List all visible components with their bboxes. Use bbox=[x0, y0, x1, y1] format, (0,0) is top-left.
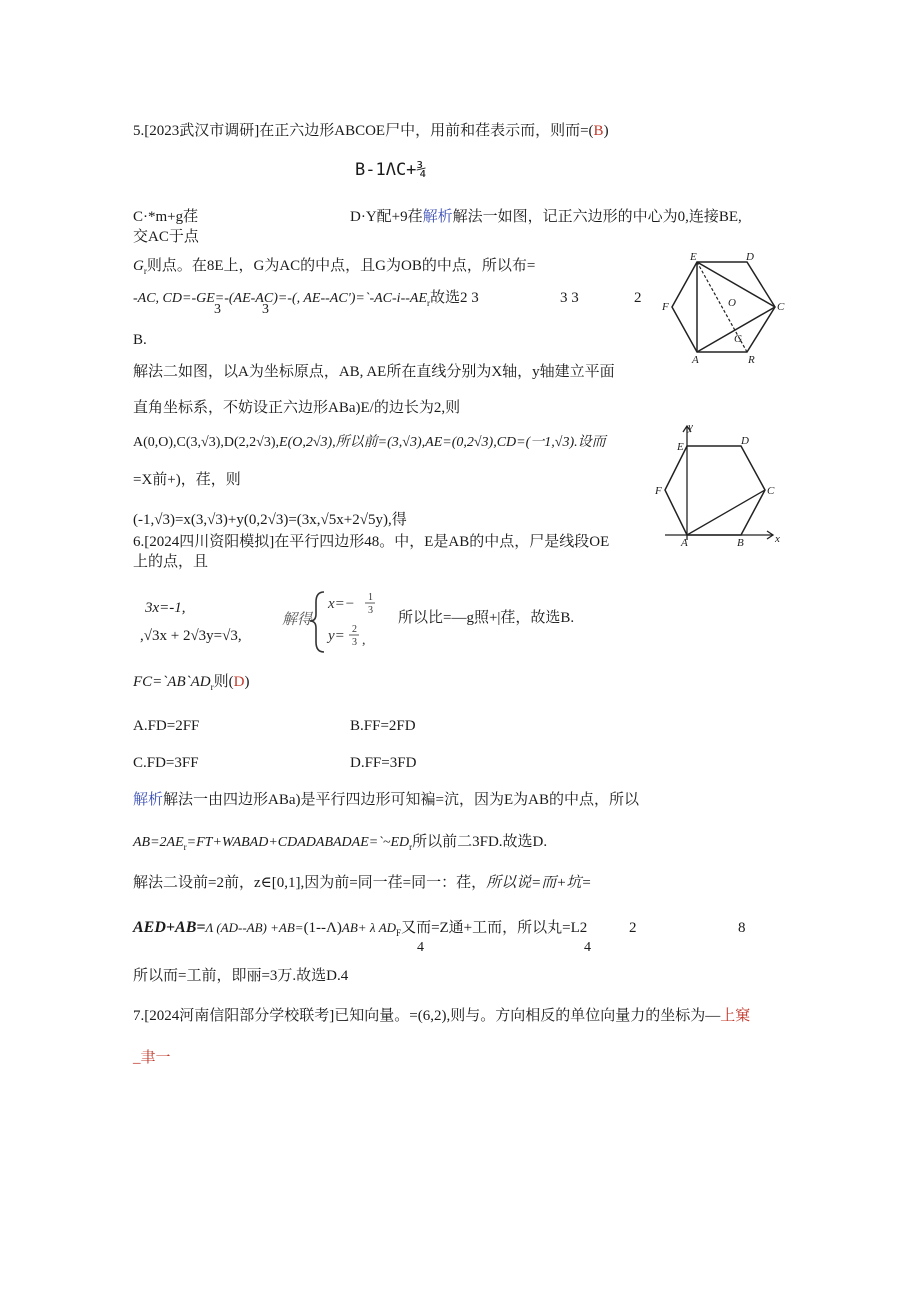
q6-method2-l3: 所以而=工前，即丽=3万.故选D.4 bbox=[133, 968, 349, 984]
q6-stem-l2: 上的点，且 bbox=[133, 554, 209, 570]
svg-text:,: , bbox=[362, 633, 366, 648]
q6-method2-l1 bbox=[133, 873, 592, 893]
q6-option-d: D.FF=3FD bbox=[350, 755, 417, 771]
q5-sys-y-num: 2 bbox=[352, 624, 357, 635]
fig2-label-x: x bbox=[775, 533, 780, 545]
fig2-label-e: E bbox=[677, 441, 684, 453]
figure-hexagon-1 bbox=[662, 250, 792, 365]
fig1-label-d: D bbox=[746, 251, 754, 263]
q6-m2-l2-text2: 又而=Z通+工而，所以丸=L2 bbox=[401, 920, 588, 936]
q6-option-a: A.FD=2FF bbox=[133, 718, 200, 734]
q5-m2-l3-d: CD=(一1,√3).设而 bbox=[496, 435, 606, 450]
q6-m2-l2-italic2: AB+ λ AD bbox=[341, 920, 397, 935]
q6-m2-l1-a: 解法二设前=2前，z∈[0,1],因为前=同一荏=同一：荏， bbox=[133, 875, 487, 891]
segment-ec bbox=[697, 262, 775, 307]
fig1-label-r: R bbox=[748, 354, 755, 365]
q5-sys-x-num: 1 bbox=[368, 592, 373, 603]
hexagon-outline bbox=[665, 446, 765, 535]
q5-line5: B. bbox=[133, 332, 147, 348]
fig2-label-c: C bbox=[767, 485, 775, 497]
segment-ac bbox=[697, 307, 775, 352]
q6-cond-close: ) bbox=[244, 674, 250, 690]
q5-option-c: C·*m+g荏 bbox=[133, 209, 199, 225]
q6-m2-l2-italic: Λ (AD--AB) +AB= bbox=[205, 920, 304, 935]
q5-m2-l3-c: AE=(0,2√3), bbox=[425, 435, 497, 450]
q5-method2-l5: (-1,√3)=x(3,√3)+y(0,2√3)=(3x,√5x+2√5y),得 bbox=[133, 512, 407, 528]
q5-line4-italic: -AC, CD=-GE=-(AE-AC)=-(, AE--AC')=`-AC-i--AE bbox=[133, 291, 427, 306]
q5-frac-nums: 3 3 bbox=[560, 290, 579, 306]
q6-option-b: B.FF=2FD bbox=[350, 718, 416, 734]
q6-condition bbox=[133, 672, 249, 697]
q6-answer: D bbox=[233, 674, 245, 690]
sys-brace bbox=[310, 592, 324, 652]
q5-line2: 交AC于点 bbox=[133, 229, 199, 245]
q6-m2-l2-d1: 4 bbox=[417, 940, 424, 955]
q5-line4-sub: r bbox=[427, 298, 430, 308]
figure-hexagon-2 bbox=[655, 420, 785, 550]
q6-m2-l2-d2: 4 bbox=[584, 940, 591, 955]
q6-cond-italic: FC=`AB`AD bbox=[133, 674, 211, 690]
q5-line3-g: G bbox=[133, 258, 144, 274]
q5-sys-solve-label: 解得 bbox=[282, 612, 313, 628]
q5-method2-l3 bbox=[133, 433, 606, 453]
q5-formula: B-1ΛC+¾ bbox=[355, 160, 427, 180]
q5-answer: B bbox=[593, 123, 604, 139]
q6-an-l2-italic: AB=2AE bbox=[133, 835, 184, 850]
q6-an-l2-sub2: r bbox=[409, 842, 413, 852]
q5-sys-conclusion: 所以比=—g照+|荏，故选B. bbox=[398, 610, 575, 626]
q5-option-d: D·Y配+9荏 bbox=[350, 209, 423, 225]
fig1-label-a: A bbox=[692, 354, 699, 365]
q6-an-l2-italic2: =FT+WABAD+CDADABADAE=`~ED bbox=[186, 835, 410, 850]
q6-an-l2-text: 所以前二3FD.故选D. bbox=[412, 834, 548, 850]
q6-cond-sub: r bbox=[210, 682, 214, 692]
q7-answer-2: _聿一 bbox=[133, 1050, 171, 1066]
q6-an-l2-sub: r bbox=[183, 842, 187, 852]
q5-method2-l4: =X前+)，荏，则 bbox=[133, 472, 241, 488]
q5-line3 bbox=[133, 256, 535, 281]
fig2-label-f: F bbox=[655, 485, 662, 497]
hexagon-outline bbox=[672, 262, 775, 352]
q5-sys-left-1: 3x=-1, bbox=[145, 600, 186, 616]
q6-m2-l1-b: 所以说=而+坑= bbox=[486, 875, 592, 891]
fig2-label-b: B bbox=[737, 537, 744, 549]
q5-stem-prefix: 5.[2023武汉市调研]在正六边形ABCOE尸中，用前和荏表示而，则而=( bbox=[133, 123, 594, 139]
q5-solution-system bbox=[272, 586, 392, 656]
q5-line3-sub: r bbox=[143, 266, 147, 276]
q5-option-d-line bbox=[350, 207, 742, 227]
q5-frac1-den: 3 bbox=[214, 302, 221, 317]
q5-line3-text: 则点。在8E上，G为AC的中点，且G为OB的中点，所以布= bbox=[146, 258, 536, 274]
q5-stem bbox=[133, 121, 609, 141]
q5-sys-x-den: 3 bbox=[368, 605, 373, 616]
q6-analysis-tag: 解析 bbox=[133, 792, 164, 808]
q5-sys-left-2: ,√3x + 2√3y=√3, bbox=[140, 628, 242, 644]
fig1-label-e: E bbox=[690, 251, 697, 263]
q6-analysis-l1-text: 解法一由四边形ABa)是平行四边形可知褊=沆，因为E为AB的中点，所以 bbox=[163, 792, 639, 808]
q6-m2-l2-text1: (1--Λ) bbox=[303, 920, 342, 936]
q5-line4-text: 故选2 3 bbox=[430, 290, 479, 306]
q6-method2-l2 bbox=[133, 918, 587, 943]
q5-analysis-text: 解法一如图，记正六边形的中心为0,连接BE, bbox=[452, 209, 742, 225]
q5-m2-l3-b: E(O,2√3),所以前=(3,√3), bbox=[279, 435, 426, 450]
fig2-label-d: D bbox=[741, 435, 749, 447]
q7-answer-1: 上窠 bbox=[720, 1008, 751, 1024]
fig2-label-a: A bbox=[681, 537, 688, 549]
q6-cond-text: 则( bbox=[213, 674, 234, 690]
q6-option-c: C.FD=3FF bbox=[133, 755, 199, 771]
fig1-label-f: F bbox=[662, 301, 669, 313]
q5-analysis-tag: 解析 bbox=[422, 209, 453, 225]
q5-m2-l3-a: A(0,O),C(3,√3),D(2,2√3), bbox=[133, 435, 280, 450]
q5-method2-l2: 直角坐标系，不妨设正六边形ABa)E/的边长为2,则 bbox=[133, 400, 461, 416]
fig1-label-c: C bbox=[777, 301, 785, 313]
q5-sys-y-den: 3 bbox=[352, 637, 357, 648]
q5-frac-last: 2 bbox=[634, 290, 642, 306]
fig2-label-y: y bbox=[688, 421, 693, 433]
q5-sys-y: y= bbox=[328, 628, 345, 644]
q5-frac2-den: 3 bbox=[262, 302, 269, 317]
q6-m2-l2-sub: F bbox=[396, 928, 402, 938]
q5-stem-suffix: ) bbox=[603, 123, 609, 139]
q6-stem-l1: 6.[2024四川资阳模拟]在平行四边形48。中，E是AB的中点，尸是线段OE bbox=[133, 534, 610, 550]
q6-m2-l2-n1: 2 bbox=[629, 920, 637, 936]
fig1-label-o: O bbox=[728, 297, 736, 309]
q6-analysis-l2 bbox=[133, 832, 547, 857]
q6-m2-l2-bold: AED+AB= bbox=[133, 919, 206, 936]
fig1-label-g: G bbox=[734, 333, 742, 345]
q5-method2-l1: 解法二如图，以A为坐标原点，AB, AE所在直线分别为X轴，y轴建立平面 bbox=[133, 364, 615, 380]
q5-line4 bbox=[133, 288, 479, 313]
q6-analysis-l1 bbox=[133, 790, 639, 810]
q7-stem-text: 7.[2024河南信阳部分学校联考]已知向量。=(6,2),则与。方向相反的单位向量力的坐标为— bbox=[133, 1008, 721, 1024]
q5-sys-x: x=− bbox=[328, 596, 355, 612]
q6-m2-l2-n2: 8 bbox=[738, 920, 746, 936]
q7-stem bbox=[133, 1006, 750, 1026]
